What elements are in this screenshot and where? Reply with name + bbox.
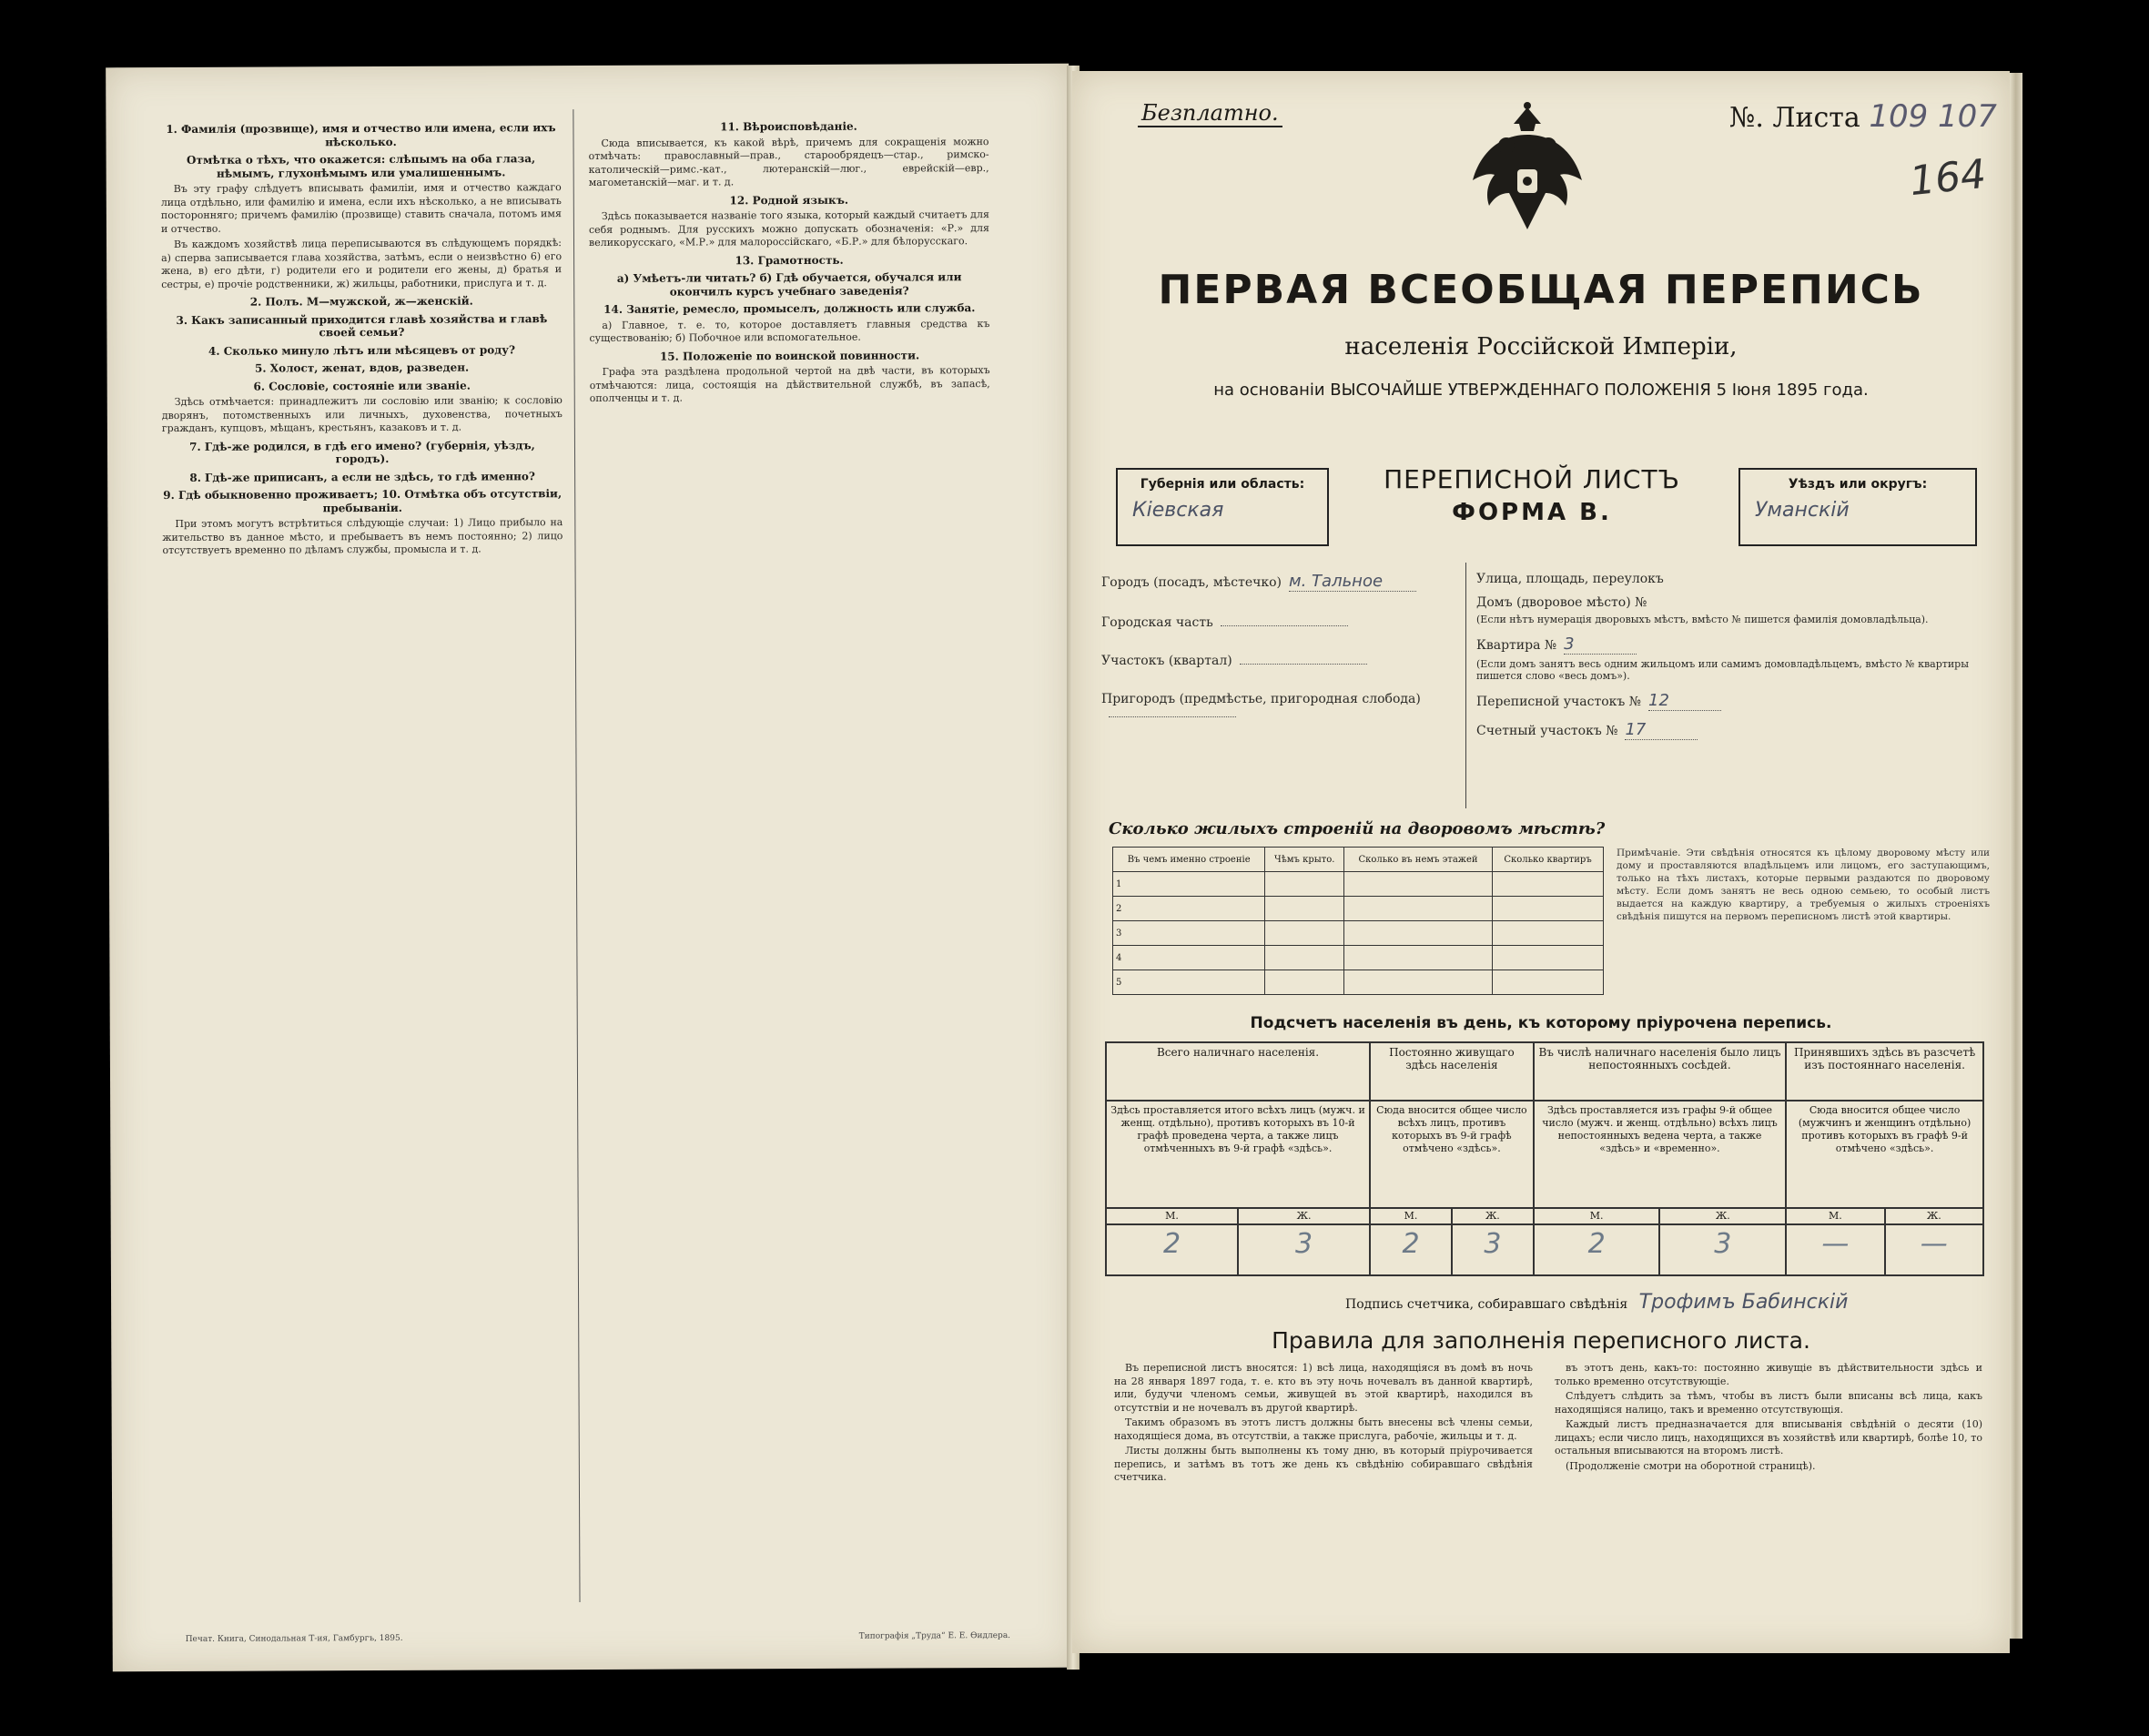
address-field-row [1476,595,1986,610]
buildings-row-number: 1 [1113,872,1265,897]
address-field-row [1101,654,1465,668]
population-count-value: 3 [1659,1224,1786,1275]
instruction-heading: 7. Гдѣ-же родился, в гдѣ его имено? (губернія, уѣздъ, городъ). [189,438,535,466]
instruction-heading: 11. Вѣроисповѣданіе. [720,119,857,134]
instruction-heading: 3. Какъ записанный приходится главѣ хозяйства и главѣ своей семьи? [176,311,548,340]
free-label: Безплатно. [1138,100,1282,127]
population-header-cell: Всего наличнаго населенія. [1106,1042,1370,1101]
buildings-row [1113,970,1604,995]
address-field-value [1221,625,1348,626]
address-field-label: Переписной участокъ № [1476,695,1641,709]
address-fields-right [1476,563,1986,808]
address-field-value: 3 [1564,635,1637,655]
address-field-value [1109,716,1236,717]
province-value: Кіевская [1132,499,1224,522]
instruction-heading: а) Умѣетъ-ли читать? б) Гдѣ обучается, обучался или окончилъ курсъ учебнаго заведенія? [616,270,962,299]
address-field-value: 17 [1625,720,1698,740]
instruction-paragraph: Здѣсь показывается названіе того языка, который каждый считаетъ для себя роднымъ. Для русскихъ можно допускать обозначенія: «Р.» для великорусскаго, «М.Р.» для малороссійскаго, «Б.Р.» для бѣлорусскаго. [588,208,989,249]
address-field-label: (Если домъ занятъ весь одним жильцомъ или самимъ домовладѣльцемъ, вмѣсто № квартиры пишется слово «весь домъ»). [1476,658,1969,682]
buildings-row-number: 4 [1113,946,1265,970]
address-field-label: Улица, площадь, переулокъ [1476,572,1664,586]
legal-basis: на основаніи ВЫСОЧАЙШЕ УТВЕРЖДЕННАГО ПОЛОЖЕНІЯ 5 Іюня 1895 года. [1213,381,1869,400]
instruction-heading: 8. Гдѣ-же приписанъ, а если не здѣсь, то гдѣ именно? [189,469,535,484]
census-form-page [1072,71,2010,1653]
buildings-cell [1344,970,1493,995]
sex-column-label: Ж. [1659,1208,1786,1224]
instruction-paragraph: Въ каждомъ хозяйствѣ лица переписываются въ слѣдующемъ порядкѣ: а) сперва записывается глава хозяйства, затѣмъ, если о неизвѣстно 6) его жена, в) его дѣти, г) родители его и родители его жены, д) братья и сестры, е) прочіе родственники, ж) жильцы, работники, прислуга и т. д. [161,237,563,290]
printer-imprint-right: Типографія „Труда“ Е. Е. Ѳидлера. [858,1630,1011,1641]
instruction-heading: 12. Родной языкъ. [729,193,849,207]
rules-paragraph: въ этотъ день, какъ-то: постоянно живущіе въ дѣйствительности здѣсь и только временно отсутствующіе. [1555,1362,1982,1387]
buildings-cell [1493,921,1604,946]
district-value: Уманскій [1755,499,1850,522]
instruction-heading: Отмѣтка о тѣхъ, что окажется: слѣпымъ на оба глаза, нѣмымъ, глухонѣмымъ или умалишеннымъ. [187,152,536,180]
sex-column-label: М. [1534,1208,1660,1224]
sheet-number-handwritten: 109 107 [1869,98,1997,135]
address-field-note [1476,658,1986,682]
signature-value: Трофимъ Бабинскій [1638,1291,1849,1314]
rules-paragraph: Каждый листъ предназначается для вписыванія свѣдѣній о десяти (10) лицахъ; если число лицъ, находящихся въ хозяйствѣ или квартирѣ, болѣе 10, то остальныя вписываются на второмъ листѣ. [1555,1418,1982,1457]
population-count-value: 3 [1452,1224,1534,1275]
population-count-value: 3 [1238,1224,1370,1275]
buildings-cell [1344,921,1493,946]
instruction-paragraph: а) Главное, т. е. то, которое доставляетъ главныя средства къ существованію; б) Побочное или вспомогательное. [589,317,990,345]
address-field-row [1101,572,1465,592]
population-count-value: — [1786,1224,1884,1275]
buildings-cell [1265,970,1344,995]
sheet-number [1729,98,1997,135]
buildings-header-cell: Чѣмъ крыто. [1265,848,1344,872]
buildings-row-number: 3 [1113,921,1265,946]
buildings-cell [1344,872,1493,897]
buildings-header-cell: Въ чемъ именно строеніе [1113,848,1265,872]
population-header-cell: Принявшихъ здѣсь въ разсчетѣ изъ постояннаго населенія. [1786,1042,1983,1101]
population-description-cell: Здѣсь проставляется изъ графы 9-й общее число (мужч. и женщ. отдѣльно) всѣхъ лицъ непостоянныхъ ведена черта, а также «здѣсь» и «временно». [1534,1101,1786,1208]
buildings-row [1113,946,1604,970]
signature-label: Подпись счетчика, собиравшаго свѣдѣнія [1345,1297,1628,1312]
instruction-paragraph: Здѣсь отмѣчается: принадлежитъ ли сословію или званію; к сословію дворянъ, потомственныхъ или личныхъ, духовенства, почетныхъ гражданъ, купцовъ, мѣщанъ, крестьянъ, казаковъ и т. д. [161,394,563,435]
instruction-heading: 5. Холост, женат, вдов, разведен. [255,360,470,375]
population-header-cell: Въ числѣ наличнаго населенія было лицъ непостоянныхъ сосѣдей. [1534,1042,1786,1101]
census-subtitle: населенія Россійской Имперіи, [1344,333,1738,360]
instruction-paragraph: Сюда вписывается, къ какой вѣрѣ, причемъ для сокращенія можно отмѣчать: православный—прав., старообрядецъ—стар., римско-католическій—римс.-кат., лютеранскій—люг., еврейскій—евр., магометанскій—маг. и т. д. [588,135,989,189]
buildings-cell [1493,897,1604,921]
buildings-note: Примѣчаніе. Эти свѣдѣнія относятся къ цѣлому дворовому мѣсту или дому и проставляются владѣльцемъ или лицомъ, его заступающимъ, только на тѣхъ листахъ, которые первыми раздаются по дворовому мѣсту. Если домъ занятъ не весь одною семьею, то особый листъ выдается на каждую квартиру, а требуемыя о жилыхъ строеніяхъ свѣдѣнія пишутся на первомъ переписномъ листѣ этой квартиры. [1617,848,1990,922]
province-box [1116,468,1329,546]
address-field-label: Городская часть [1101,615,1213,630]
population-count-value: 2 [1106,1224,1238,1275]
address-field-row [1101,692,1465,721]
instruction-paragraph: Въ эту графу слѣдуетъ вписывать фамиліи, имя и отчество каждаго лица отдѣльно, или фамилію и имена, если ихъ нѣсколько, а не вписывать посторонняго; причемъ фамилію (прозвище) ставить сначала, потомъ имя и отчество. [160,181,562,235]
address-field-label: Пригородъ (предмѣстье, пригородная слобода) [1101,692,1421,706]
sex-column-label: М. [1106,1208,1238,1224]
address-field-row [1101,615,1465,630]
handwritten-number: 164 [1907,150,1989,206]
printer-imprint-left: Печат. Книга, Синодальная Т-ия, Гамбургъ, 1895. [185,1633,403,1644]
address-fields-left [1101,563,1466,808]
buildings-cell [1344,946,1493,970]
sex-column-label: М. [1370,1208,1452,1224]
buildings-cell [1493,970,1604,995]
rules-paragraph: Листы должны быть выполнены къ тому дню, въ который пріурочивается перепись, и затѣмъ въ тотъ же день къ свѣдѣнію собиравшаго свѣдѣнія счетчика. [1114,1445,1533,1483]
address-field-value [1240,664,1367,665]
column-divider [573,109,580,1602]
instruction-paragraph: Графа эта раздѣлена продольной чертой на двѣ части, въ которыхъ отмѣчаются: лица, состоящія на дѣйствительной службѣ, въ запасѣ, ополченцы и т. д. [589,364,990,405]
sex-column-label: Ж. [1238,1208,1370,1224]
rules-paragraph: Слѣдуетъ слѣдить за тѣмъ, чтобы въ листъ были вписаны всѣ лица, какъ находящіяся налицо, такъ и временно отсутствующія. [1555,1390,1982,1416]
sex-column-label: М. [1786,1208,1884,1224]
address-field-label: Участокъ (квартал) [1101,654,1232,668]
buildings-cell [1493,872,1604,897]
instruction-heading: 6. Сословіе, состояніе или званіе. [253,379,471,393]
rules-paragraph: Такимъ образомъ въ этотъ листъ должны быть внесены всѣ члены семьи, находящіеся дома, въ отсутствіи, а также прислуга, рабочіе, жильцы и т. д. [1114,1416,1533,1442]
address-field-row [1476,691,1986,711]
buildings-cell [1493,946,1604,970]
instruction-heading: 15. Положеніе по воинской повинности. [659,348,920,363]
buildings-question: Сколько жилыхъ строеній на дворовомъ мѣстѣ? [1109,819,1606,838]
double-headed-eagle-emblem [1459,98,1596,253]
address-field-row [1476,572,1986,586]
buildings-row [1113,897,1604,921]
population-count-value: 2 [1370,1224,1452,1275]
buildings-cell [1265,921,1344,946]
address-field-label: Домъ (дворовое мѣсто) № [1476,595,1647,610]
rules-column-right [1555,1362,1982,1475]
address-field-value: 12 [1648,691,1721,711]
sex-column-label: Ж. [1885,1208,1983,1224]
population-count-value: — [1885,1224,1983,1275]
left-page [106,64,1076,1672]
instructions-column-1 [160,117,563,560]
population-description-cell: Сюда вносится общее число (мужчинъ и женщинъ отдѣльно) противъ которыхъ въ графѣ 9-й отмѣчено «здѣсь». [1786,1101,1983,1208]
instruction-heading: 2. Полъ. М—мужской, ж—женскій. [249,294,473,309]
address-field-label: Счетный участокъ № [1476,724,1618,738]
population-count-title: Подсчетъ населенія въ день, къ которому пріурочена перепись. [1250,1014,1832,1032]
buildings-row [1113,921,1604,946]
rules-title: Правила для заполненія переписного листа. [1272,1327,1810,1354]
buildings-cell [1265,872,1344,897]
instruction-heading: 4. Сколько минуло лѣтъ или мѣсяцевъ от роду? [208,342,516,358]
sex-column-label: Ж. [1452,1208,1534,1224]
instruction-paragraph: При этомъ могутъ встрѣтиться слѣдующіе случаи: 1) Лицо прибыло на жительство въ данное мѣсто, и пребываетъ въ немъ постоянно; 2) лицо отсутствуетъ временно по дѣламъ службы, промысла и т. д. [162,516,563,557]
population-count-value: 2 [1534,1224,1660,1275]
buildings-cell [1265,897,1344,921]
census-title: ПЕРВАЯ ВСЕОБЩАЯ ПЕРЕПИСЬ [1158,267,1924,313]
instructions-column-2 [588,115,989,408]
rules-paragraph: (Продолженіе смотри на оборотной страницѣ). [1566,1459,1816,1472]
buildings-table [1112,847,1604,995]
address-field-row [1476,720,1986,740]
district-label: Уѣздъ или округъ: [1788,477,1928,492]
buildings-header-cell: Сколько квартиръ [1493,848,1604,872]
address-field-label: (Если нѣтъ нумерація дворовыхъ мѣстъ, вмѣсто № пишется фамилія домовладѣльца). [1476,614,1929,625]
population-description-cell: Здѣсь проставляется итого всѣхъ лицъ (мужч. и женщ. отдѣльно), противъ которыхъ въ 10-й графѣ проведена черта, а также лицъ отмѣченныхъ въ 9-й графѣ «здѣсь». [1106,1101,1370,1208]
buildings-row-number: 2 [1113,897,1265,921]
instruction-heading: 1. Фамилія (прозвище), имя и отчество или имена, если ихъ нѣсколько. [166,121,556,148]
form-title: ПЕРЕПИСНОЙ ЛИСТЪ [1384,464,1680,494]
instruction-heading: 14. Занятіе, ремесло, промыселъ, должность или служба. [603,301,976,316]
instruction-heading: 9. Гдѣ обыкновенно проживаетъ; 10. Отмѣтка объ отсутствіи, пребываніи. [163,487,563,514]
address-field-label: Квартира № [1476,638,1557,653]
instruction-heading: 13. Грамотность. [735,253,844,267]
buildings-cell [1265,946,1344,970]
rules-paragraph: Въ переписной листъ вносятся: 1) всѣ лица, находящіяся въ домѣ въ ночь на 28 января 1897 года, т. е. кто въ эту ночь ночевалъ въ данной квартирѣ, или, будучи членомъ семьи, живущей въ этой квартирѣ, находился въ отсутствіи и не ночевалъ въ другой квартирѣ. [1114,1362,1533,1414]
buildings-row-number: 5 [1113,970,1265,995]
address-field-note [1476,614,1986,625]
buildings-row [1113,872,1604,897]
form-name: ФОРМА В. [1452,499,1612,526]
province-label: Губернія или область: [1140,477,1305,492]
address-field-label: Городъ (посадъ, мѣстечко) [1101,575,1282,590]
address-field-row [1476,635,1986,655]
address-field-value: м. Тальное [1289,572,1416,592]
sheet-number-label: №. Листа [1729,102,1860,134]
population-count-table [1105,1041,1984,1276]
buildings-cell [1344,897,1493,921]
rules-column-left [1114,1362,1533,1487]
population-description-cell: Сюда вносится общее число всѣхъ лицъ, противъ которыхъ въ 9-й графѣ отмѣчено «здѣсь». [1370,1101,1534,1208]
enumerator-signature [1345,1291,1848,1314]
buildings-header-cell: Сколько въ немъ этажей [1344,848,1493,872]
district-box [1738,468,1977,546]
population-header-cell: Постоянно живущаго здѣсь населенія [1370,1042,1534,1101]
